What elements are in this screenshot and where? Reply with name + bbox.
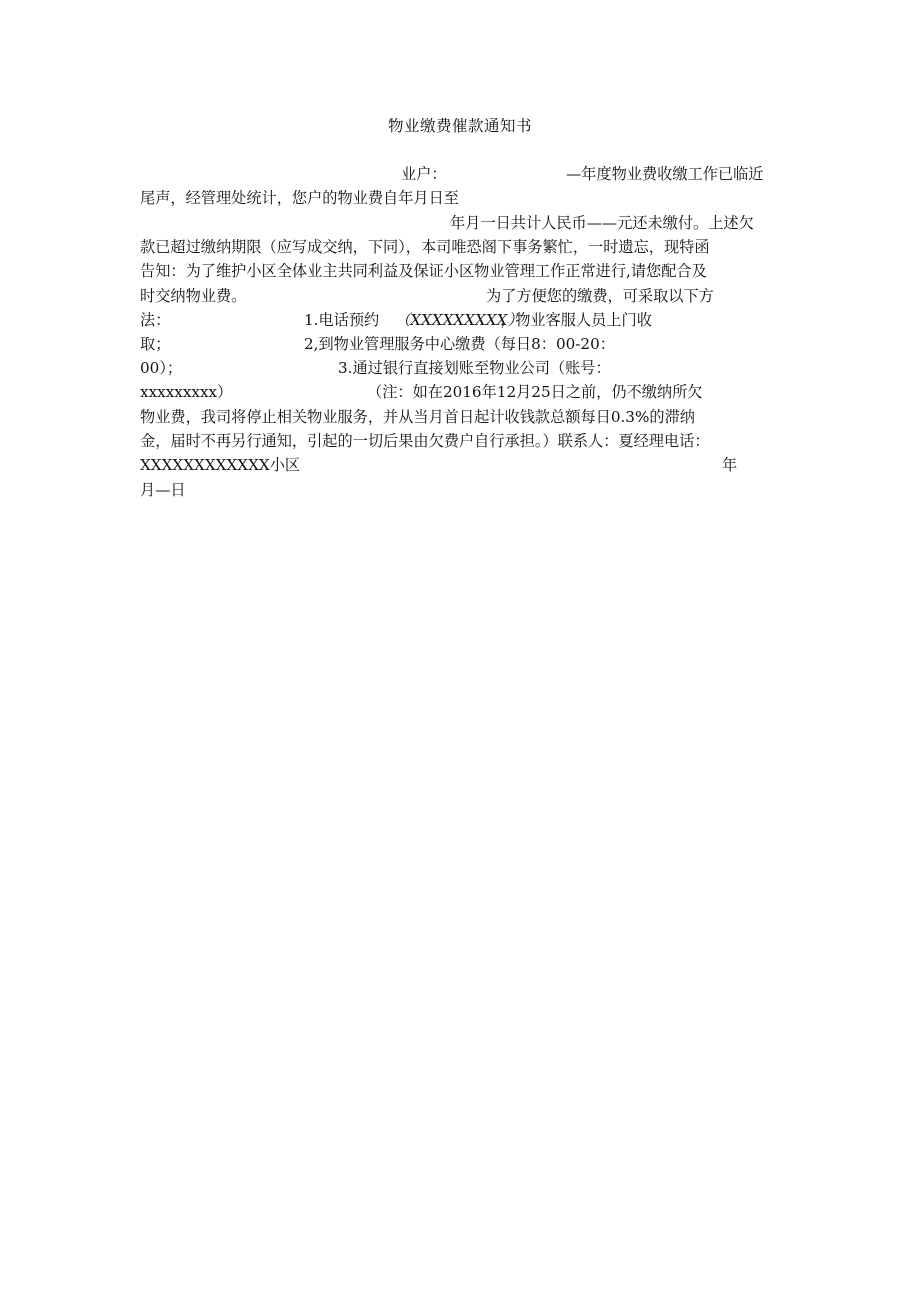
text-line: 3.通过银行直接划账至物业公司（账号： — [338, 359, 611, 377]
text-line: 月—日 — [140, 481, 186, 499]
text-line: 款已超过缴纳期限（应写成交纳，下同），本司唯恐阁下事务繁忙，一时遗忘，现特函 — [140, 238, 710, 256]
text-line: 物业费，我司将停止相关物业服务，并从当月首日起计收钱款总额每日0.3%的滞纳 — [140, 408, 695, 426]
text-line: 为了方便您的缴费，可采取以下方 — [486, 287, 714, 305]
text-line: 时交纳物业费。 — [140, 287, 247, 305]
text-line: 法： — [140, 311, 171, 329]
document-title: 物业缴费催款通知书 — [387, 117, 532, 135]
text-line: XXXXXXXXXXXX小区 — [140, 456, 301, 474]
text-line: 尾声，经管理处统计，您户的物业费自年月日至 — [140, 189, 459, 207]
text-line: 取； — [140, 335, 171, 353]
text-line: 1.电话预约 — [304, 311, 380, 329]
text-line: （注：如在2016年12月25日之前，仍不缴纳所欠 — [367, 383, 703, 401]
text-line: 年月一日共计人民币——元还未缴付。上述欠 — [450, 214, 754, 232]
text-line: xxxxxxxxx） — [140, 383, 233, 401]
text-line: 业户： — [401, 165, 447, 183]
text-line: 00）； — [140, 359, 183, 377]
text-line: 2,到物业管理服务中心缴费（每日8：00-20： — [304, 335, 615, 353]
text-line: 告知：为了维护小区全体业主共同利益及保证小区物业管理工作正常进行,请您配合及 — [140, 262, 707, 280]
text-line: ，物业客服人员上门收 — [500, 311, 652, 329]
text-line: （XXXXXXXXX） — [395, 311, 523, 329]
text-line: 年 — [722, 456, 738, 474]
text-line: —年度物业费收缴工作已临近 — [566, 165, 764, 183]
text-line: 金，届时不再另行通知，引起的一切后果由欠费户自行承担。）联系人：夏经理电话： — [140, 432, 710, 450]
